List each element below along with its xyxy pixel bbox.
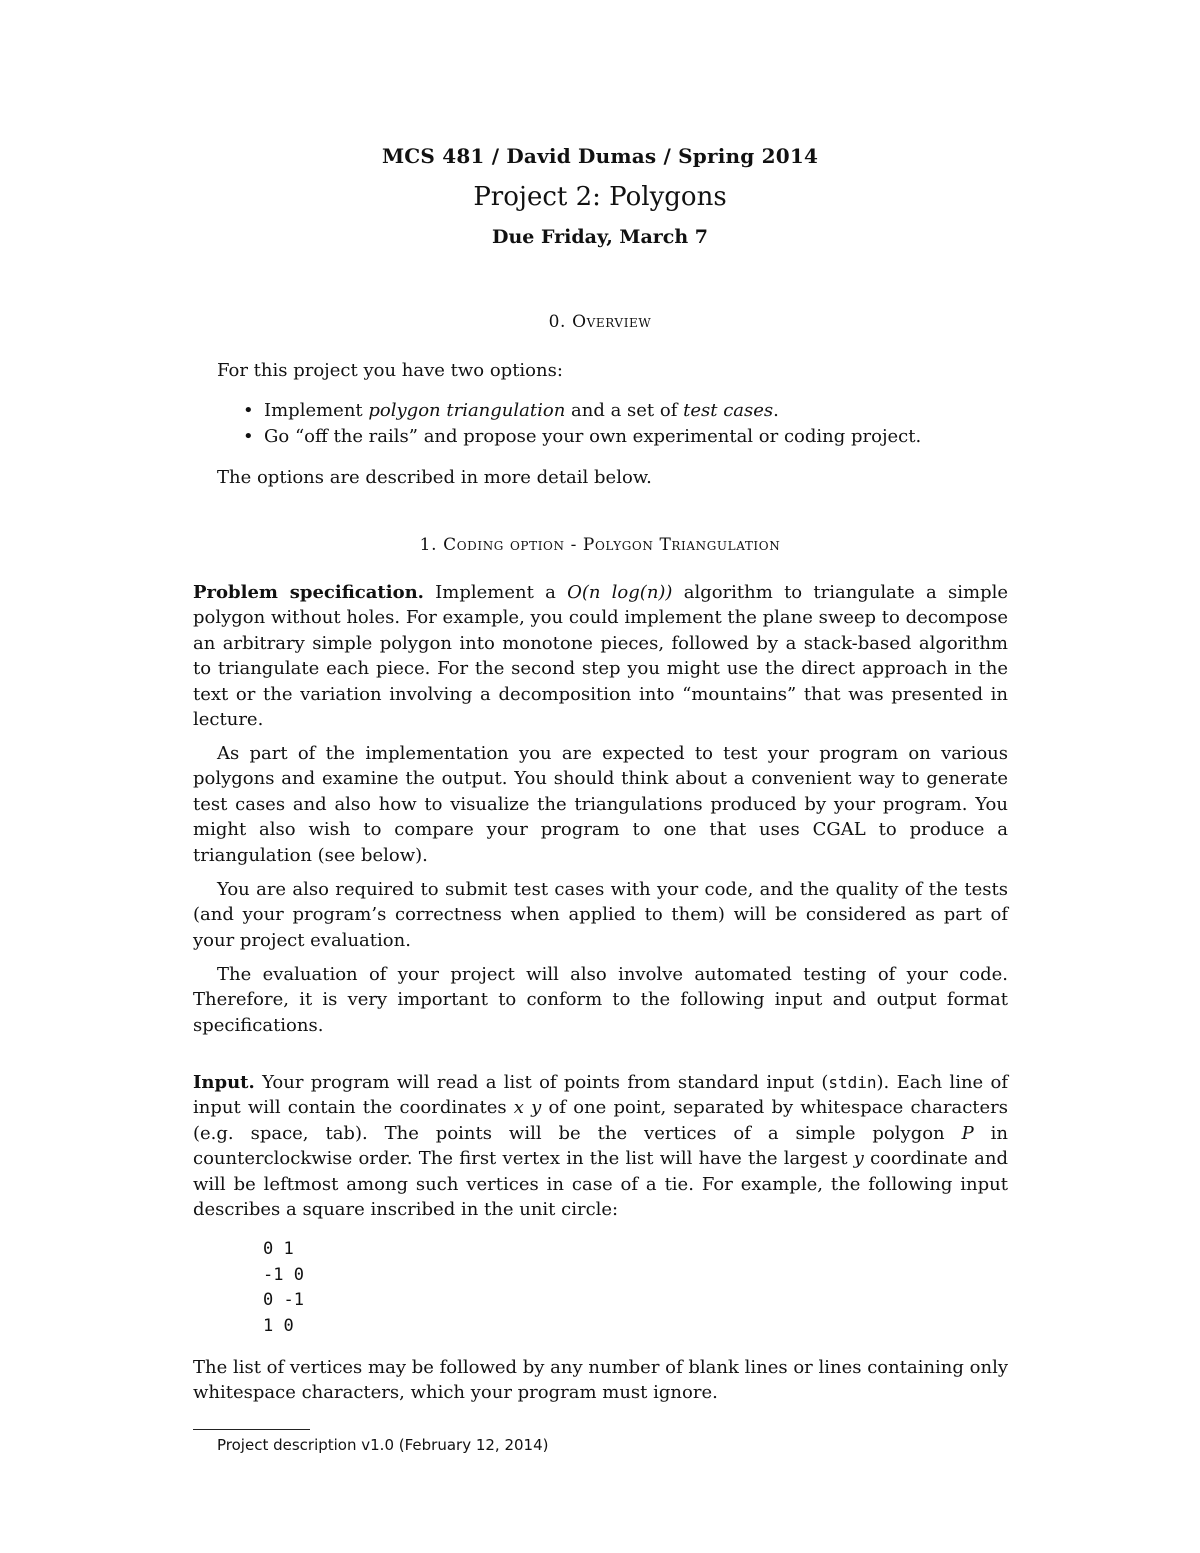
- example-input-block: [263, 1237, 304, 1339]
- bullet-icon: •: [243, 400, 254, 421]
- options-list: [243, 398, 921, 450]
- due-date: Due Friday, March 7: [492, 226, 708, 248]
- overview-intro: For this project you have two options:: [217, 360, 563, 381]
- section-heading-coding: 1. Coding option - Polygon Triangulation: [419, 535, 781, 555]
- test-cases-paragraph: You are also required to submit test cases with your code, and the quality of the tests (and your program’s correctness when applied to them) will be considered as part of your project evaluation.: [193, 879, 1008, 951]
- list-item: • Go “off the rails” and propose your own experimental or coding project.: [243, 424, 921, 450]
- evaluation-paragraph: The evaluation of your project will also involve automated testing of your code. Therefore, it is very important to conform to the following input and output format specifications.: [193, 964, 1008, 1036]
- section-heading-overview: 0. Overview: [548, 312, 652, 332]
- footnote-rule: [193, 1429, 310, 1430]
- code-line: 0 1: [263, 1239, 294, 1259]
- input-paragraph: Input. Your program will read a list of points from standard input (stdin). Each line of input will contain the coordinates x y of one point, separated by whitespace characters (e.g. space, tab). The points will be the vertices of a simple polygon P in counterclockwise order. The first vertex in the list will have the largest y coordinate and will be leftmost among such vertices in case of a tie. For example, the following input describes a square inscribed in the unit circle:: [193, 1072, 1009, 1221]
- code-line: 0 -1: [263, 1290, 304, 1310]
- after-example-paragraph: The list of vertices may be followed by any number of blank lines or lines containing only whitespace characters, which your program must ignore.: [193, 1357, 1008, 1404]
- course-header: MCS 481 / David Dumas / Spring 2014: [381, 144, 819, 168]
- footnote: Project description v1.0 (February 12, 2014): [217, 1436, 549, 1454]
- code-line: -1 0: [263, 1264, 304, 1285]
- implementation-paragraph: As part of the implementation you are expected to test your program on various polygons and examine the output. You should think about a convenient way to generate test cases and also how to visualize the triangulations produced by your program. You might also wish to compare your program to one that uses CGAL to produce a triangulation (see below).: [193, 743, 1008, 866]
- problem-specification-paragraph: Problem specification. Implement a O(n log(n)) algorithm to triangulate a simple polygon without holes. For example, you could implement the plane sweep to decompose an arbitrary simple polygon into monotone pieces, followed by a stack-based algorithm to triangulate each piece. For the second step you might use the direct approach in the text or the variation involving a decomposition into “mountains” that was presented in lecture.: [193, 582, 1009, 731]
- overview-outro: The options are described in more detail below.: [217, 467, 652, 488]
- project-title: Project 2: Polygons: [473, 182, 727, 212]
- bullet-icon: •: [243, 426, 254, 447]
- list-item: • Implement polygon triangulation and a set of test cases.: [243, 398, 921, 424]
- code-line: 1 0: [263, 1315, 294, 1336]
